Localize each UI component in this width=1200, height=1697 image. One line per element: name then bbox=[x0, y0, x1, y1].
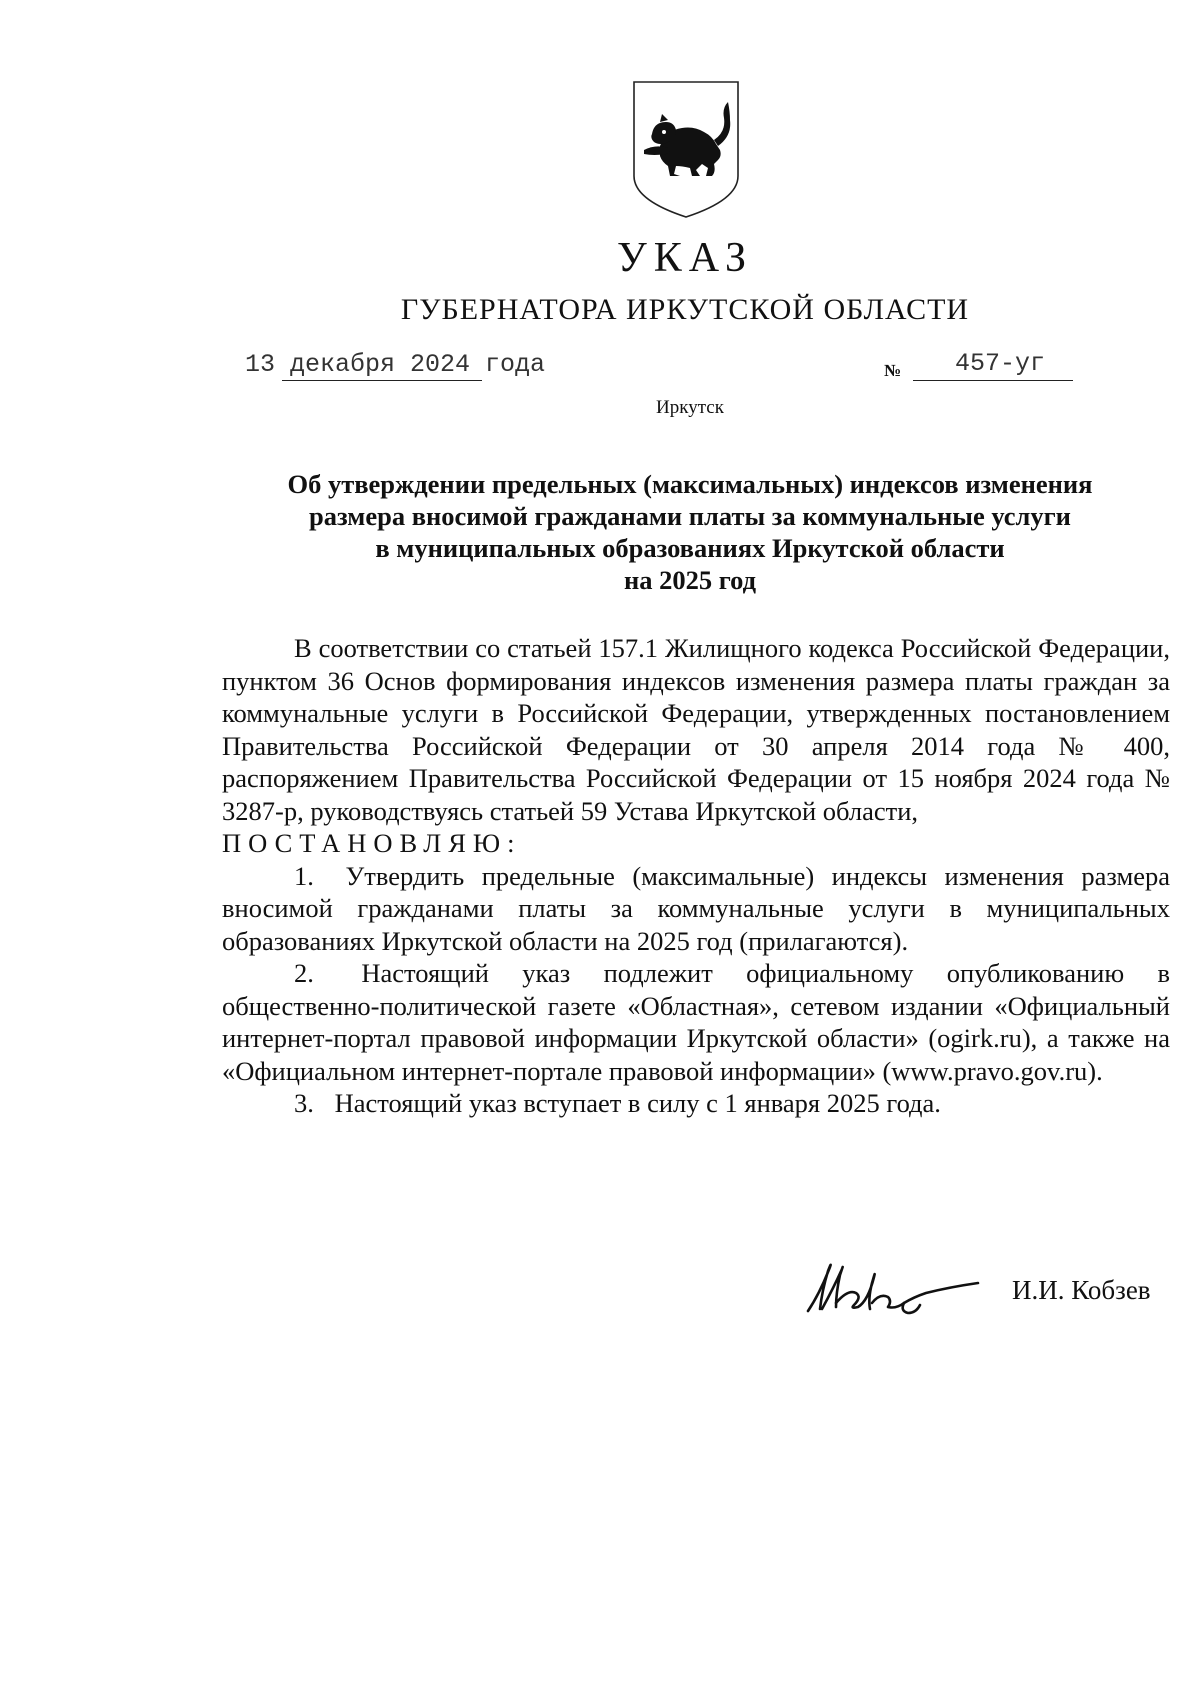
item-number: 3. bbox=[294, 1088, 314, 1118]
number-underline bbox=[913, 380, 1073, 381]
title-line: на 2025 год bbox=[623, 565, 757, 595]
signature-block bbox=[800, 1253, 1180, 1323]
item-text: Настоящий указ подлежит официальному опубликованию в общественно-политической газете «Областная», сетевом издании «Официальный интернет-портал правовой информации Иркутской области» (ogirk.ru), а также на «Официальном интернет-портале правовой информации» (www.pravo.gov.ru). bbox=[222, 958, 1171, 1086]
irkutsk-coat-of-arms-icon bbox=[630, 80, 742, 220]
item-number: 2. bbox=[294, 958, 314, 988]
title-line: Об утверждении предельных (максимальных) индексов изменения bbox=[287, 469, 1093, 499]
decree-item bbox=[222, 957, 1170, 1087]
decree-number: 457-уг bbox=[955, 349, 1046, 378]
title-line: в муниципальных образованиях Иркутской области bbox=[375, 533, 1005, 563]
item-text: Настоящий указ вступает в силу с 1 января 2025 года. bbox=[334, 1088, 941, 1118]
handwritten-signature-icon bbox=[800, 1253, 1000, 1321]
place-of-issue: Иркутск bbox=[656, 397, 724, 418]
decree-title bbox=[220, 468, 1160, 596]
title-line: размера вносимой гражданами платы за коммунальные услуги bbox=[309, 501, 1071, 531]
decree-word: ПОСТАНОВЛЯЮ: bbox=[222, 828, 522, 858]
number-sign: № bbox=[884, 361, 902, 380]
signer-name: И.И. Кобзев bbox=[1012, 1275, 1151, 1305]
date-underline bbox=[282, 380, 482, 381]
document-type-heading: УКАЗ bbox=[616, 235, 754, 281]
decree-date: 13 декабря 2024 года bbox=[245, 350, 546, 379]
decree-body bbox=[222, 632, 1170, 1120]
decree-item bbox=[222, 860, 1170, 958]
item-number: 1. bbox=[294, 860, 314, 891]
item-text: Утвердить предельные (максимальные) индексы изменения размера вносимой гражданами платы за коммунальные услуги в муниципальных образованиях Иркутской области на 2025 год (прилагаются). bbox=[222, 860, 1171, 956]
issuing-authority: ГУБЕРНАТОРА ИРКУТСКОЙ ОБЛАСТИ bbox=[400, 293, 970, 326]
preamble-paragraph: В соответствии со статьей 157.1 Жилищного кодекса Российской Федерации, пунктом 36 Основ формирования индексов изменения размера платы граждан за коммунальные услуги в Российской Федерации, утвержденных постановлением Правительства Российской Федерации от 30 апреля 2014 года № 400, распоряжением Правительства Российской Федерации от 15 ноября 2024 года № 3287-р, руководствуясь статьей 59 Устава Иркутской области, bbox=[222, 633, 1170, 826]
decree-item bbox=[222, 1087, 1170, 1120]
